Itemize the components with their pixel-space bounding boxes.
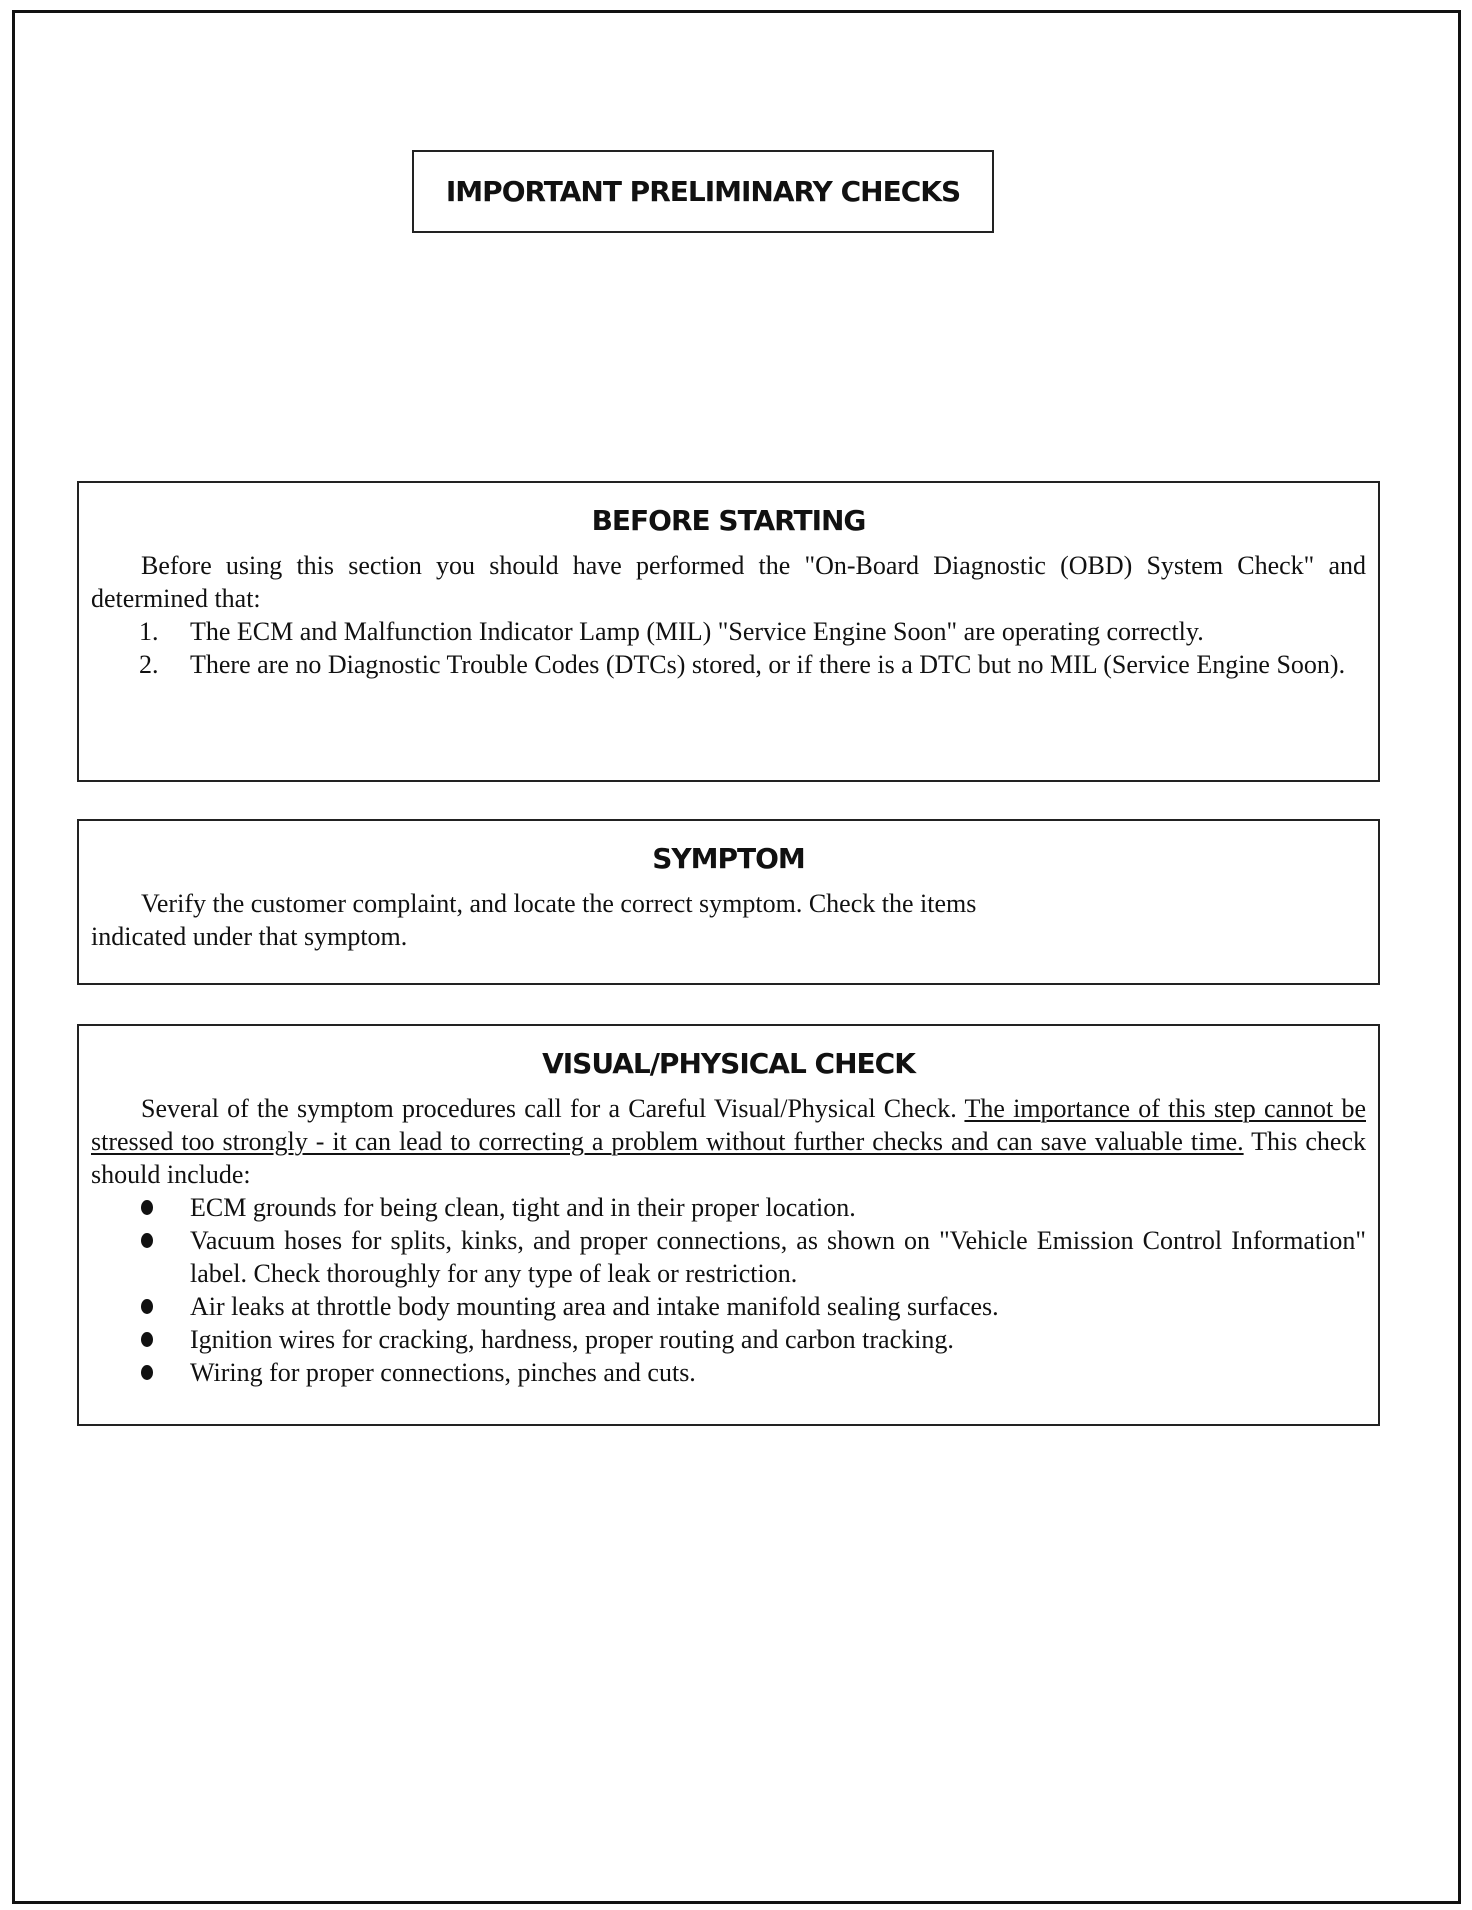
symptom-section (77, 819, 1380, 985)
before-starting-section (77, 481, 1380, 782)
symptom-text: Verify the customer complaint, and locate the correct symptom. Check the items indicated under that symptom. (91, 889, 977, 951)
list-item (91, 1224, 1366, 1290)
intro-tail: This check should include: (91, 1127, 1366, 1189)
intro-plain: Several of the symptom procedures call for a Careful Visual/Physical Check. (141, 1094, 965, 1123)
item-number: 1. (139, 617, 159, 646)
item-number: 2. (139, 650, 159, 679)
title-box (412, 150, 994, 233)
bullet-icon (141, 1332, 153, 1347)
list-item (91, 648, 1366, 681)
list-item (91, 615, 1366, 648)
item-text: Air leaks at throttle body mounting area and intake manifold sealing surfaces. (190, 1292, 999, 1321)
intro-underlined: The importance of this step cannot be stressed too strongly - it can lead to correcting a problem without further checks and can save valuable time. (91, 1094, 1366, 1156)
visual-check-section (77, 1024, 1380, 1426)
list-item (91, 1290, 1366, 1323)
item-text: There are no Diagnostic Trouble Codes (DTCs) stored, or if there is a DTC but no MIL (Service Engine Soon). (190, 650, 1346, 679)
before-starting-intro: Before using this section you should have performed the "On-Board Diagnostic (OBD) System Check" and determined that: (91, 551, 1366, 613)
bullet-icon (141, 1299, 153, 1314)
bullet-icon (141, 1365, 153, 1380)
symptom-heading: SYMPTOM (652, 842, 805, 875)
visual-check-list (91, 1191, 1366, 1389)
list-item (91, 1191, 1366, 1224)
before-starting-list (91, 615, 1366, 681)
bullet-icon (141, 1233, 153, 1248)
item-text: Ignition wires for cracking, hardness, proper routing and carbon tracking. (190, 1325, 954, 1354)
list-item (91, 1356, 1366, 1389)
page-title: IMPORTANT PRELIMINARY CHECKS (445, 175, 961, 208)
item-text: The ECM and Malfunction Indicator Lamp (MIL) "Service Engine Soon" are operating correctly. (190, 617, 1204, 646)
item-text: ECM grounds for being clean, tight and in their proper location. (190, 1193, 856, 1222)
item-text: Vacuum hoses for splits, kinks, and proper connections, as shown on "Vehicle Emission Control Information" label. Check thoroughly for any type of leak or restriction. (190, 1226, 1366, 1288)
list-item (91, 1323, 1366, 1356)
bullet-icon (141, 1200, 153, 1215)
before-starting-heading: BEFORE STARTING (591, 504, 866, 537)
visual-check-heading: VISUAL/PHYSICAL CHECK (542, 1047, 915, 1080)
visual-check-intro (91, 1092, 1366, 1191)
item-text: Wiring for proper connections, pinches and cuts. (190, 1358, 696, 1387)
